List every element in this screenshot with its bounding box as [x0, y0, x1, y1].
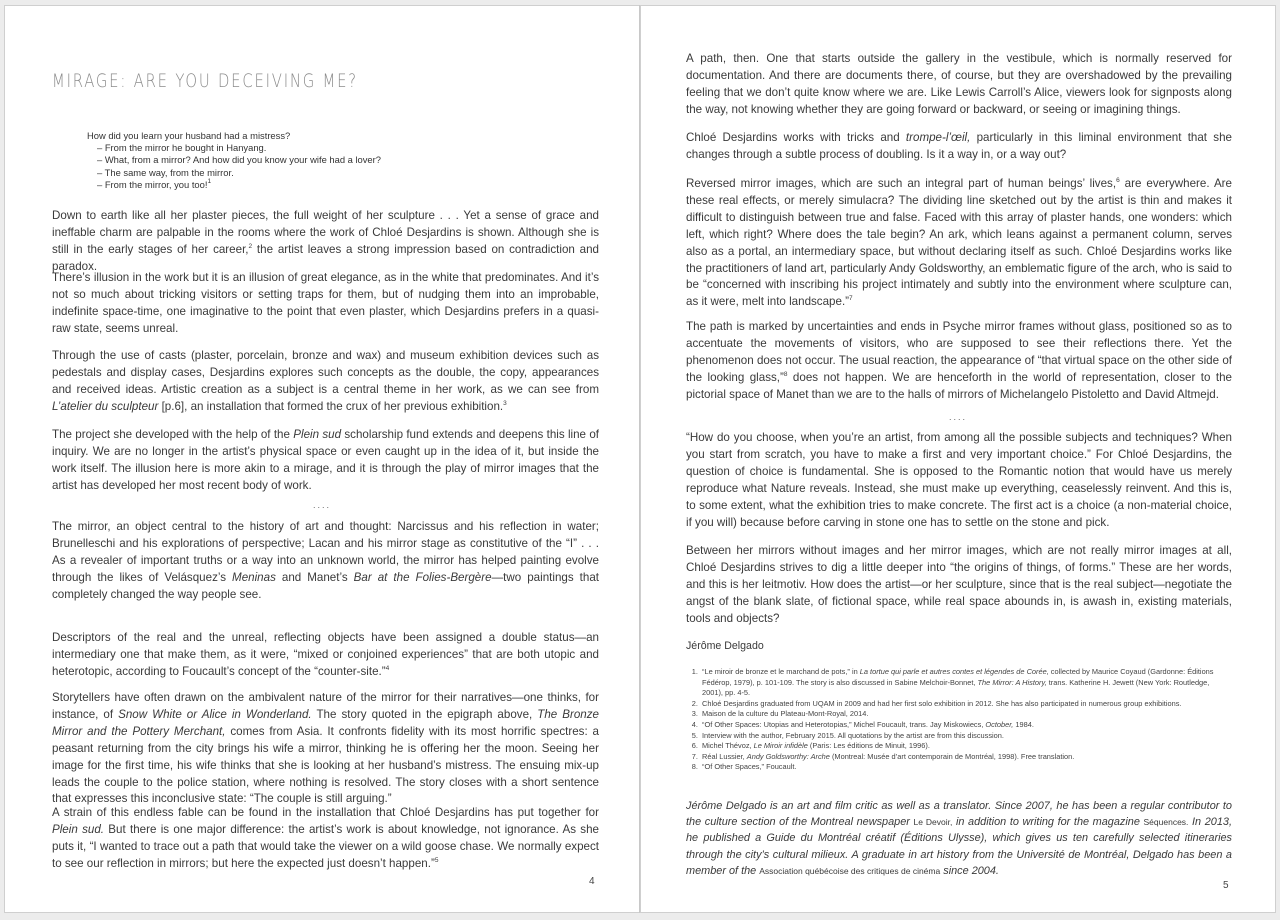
- epigraph: [87, 130, 381, 191]
- footnote: 6. Michel Thévoz, Le Miroir infidèle (Paris: Les éditions de Minuit, 1996).: [700, 741, 1232, 752]
- publication: Séquences.: [1143, 817, 1189, 828]
- epigraph-question: How did you learn your husband had a mistress?: [87, 130, 291, 141]
- text: comes from Asia. It confronts fidelity with its most horrific spectres: a peasant returning from the city brings his wife a mirror, thinking he is offering her the moon. Seeing her image for the first time, his wife thinks that she is looking at her husband’s mistress. The ensuing mix-up leads the couple to the police station, where nothing is resolved. The story closes with a short sentence that expresses this inconclusive state: “The couple is still arguing.”: [52, 724, 599, 806]
- text: The story quoted in the epigraph above,: [311, 707, 538, 721]
- text: are everywhere. Are these real effects, or merely simulacra? The dividing line sketched out by the artist is thin and makes it difficult to distinguish between true and false. Faced with this array of plaster hands, one wonders: which left, which right? Where does the tale begin? An ark, which leans against a permanent column, serves also as a portal, an intermediary space, but without declaring itself as such. Chloé Desjardins works like the practitioners of land art, particularly Andy Goldsworthy, an emblematic figure of the arch, who is said to be “concerned with inscribing his project intimately and subtly into the environment where sculpture can, as it were, melt into landscape.”: [686, 177, 1232, 309]
- text: A strain of this endless fable can be found in the installation that Chloé Desjardins has put together for: [52, 806, 599, 819]
- footnote-ref: 4: [385, 664, 390, 672]
- footnote-ref: 8: [783, 370, 788, 378]
- author-bio: [686, 798, 1232, 879]
- paragraph: [52, 427, 599, 495]
- page-number: 5: [1223, 880, 1229, 891]
- footnote: 5. Interview with the author, February 2015. All quotations by the artist are from this discussion.: [700, 731, 1232, 742]
- page-number: 4: [589, 876, 595, 887]
- epigraph-line: – What, from a mirror? And how did you know your wife had a lover?: [97, 154, 381, 166]
- footnote: 2. Chloé Desjardins graduated from UQAM in 2009 and had her first solo exhibition in 2012. She has also participated in numerous group exhibitions.: [700, 699, 1232, 710]
- work-title: Plein sud.: [52, 822, 104, 836]
- paragraph: [52, 519, 599, 604]
- author-signature: Jérôme Delgado: [686, 640, 764, 652]
- footnote: 4. “Of Other Spaces: Utopias and Heterotopias,” Michel Foucault, trans. Jay Miskowiecs, October, 1984.: [700, 720, 1232, 731]
- work-title: The Bronze Mirror and the Pottery Merchant,: [52, 707, 600, 738]
- paragraph: [52, 630, 599, 681]
- footnote-ref: 6: [1116, 177, 1120, 184]
- work-title: Meninas: [232, 570, 276, 584]
- paragraph: [686, 130, 1232, 164]
- paragraph: [52, 690, 599, 808]
- section-separator: ....: [312, 500, 331, 510]
- publication: Le Devoir,: [913, 817, 953, 828]
- text: There’s illusion in the work but it is an illusion of great elegance, as in the white that predominates. And it’s not so much about tricking visitors or setting traps for them, but of nudging them into an improbable, indefinite space-time, one imaginative to the point that even plaster, which Desjardins prefers in a quasi-raw state, seems unreal.: [52, 271, 599, 335]
- text: In 2013, he published a Guide du Montréal créatif (Éditions Ulysse), which gives us ten carefully selected itineraries through the city’s cultural milieux. A graduate in art history from the Université de Montréal, Delgado has been a member of the: [686, 816, 1232, 877]
- footnote: 8. “Of Other Spaces,” Foucault.: [700, 762, 1232, 773]
- work-title: Snow White or Alice in Wonderland.: [118, 707, 312, 721]
- footnote: 3. Maison de la culture du Plateau-Mont-Royal, 2014.: [700, 709, 1232, 720]
- article-title: MIRAGE: ARE YOU DECEIVING ME?: [52, 70, 358, 92]
- footnote-ref: 7: [849, 295, 853, 303]
- epigraph-line: – The same way, from the mirror.: [97, 166, 234, 178]
- left-page: [4, 5, 640, 913]
- paragraph: [686, 176, 1232, 311]
- text: Between her mirrors without images and her mirror images, which are not really mirror images at all, Chloé Desjardins strives to dig a little deeper into “the origins of things, of forms.” These are her words, and this is her leitmotiv. How does the artist—or her sculpture, since that is the real subject—negotiate the angst of the blank slate, of fictional space, while real space abounds in, is awash in, existing materials, tools and objects?: [686, 544, 1232, 625]
- text: since 2004.: [940, 864, 999, 877]
- epigraph-line: – From the mirror he bought in Hanyang.: [97, 142, 267, 154]
- text: Chloé Desjardins works with tricks and: [686, 131, 906, 144]
- paragraph: [52, 348, 599, 416]
- text: The path is marked by uncertainties and ends in Psyche mirror frames without glass, positioned so as to accentuate the movements of visitors, who are supposed to see their reflections there. Yet the phenomenon does not occur. The usual reaction, the appearance of “that virtual space on the other side of the looking glass,”: [686, 320, 1232, 384]
- term: trompe-l’œil,: [905, 131, 971, 144]
- work-title: L’atelier du sculpteur: [52, 399, 159, 413]
- footnote-ref: 2: [248, 242, 253, 250]
- epigraph-line-text: – From the mirror, you too!: [97, 178, 208, 190]
- footnote: 7. Réal Lussier, Andy Goldsworthy: Arche (Montreal: Musée d’art contemporain de Montréal, 1998). Free translation.: [700, 752, 1232, 763]
- text: The mirror, an object central to the history of art and thought: Narcissus and his reflection in water; Brunelleschi and his explorations of perspective; Lacan and his mirror stage as constitutive of the “I” . . . As a revealer of important truths or a way into an unknown world, the mirror has helped painting evolve through the likes of Velásquez’s: [52, 520, 599, 584]
- paragraph: [686, 319, 1232, 404]
- footnotes: [686, 667, 1232, 773]
- paragraph: [52, 805, 599, 873]
- footnote-ref: 1: [207, 177, 212, 185]
- text: [p.6], an installation that formed the crux of her previous exhibition.: [158, 399, 504, 413]
- text: Jérôme Delgado is an art and film critic as well as a translator. Since 2007, he has been a regular contributor to the culture section of the Montreal newspaper: [686, 800, 1232, 829]
- text: Descriptors of the real and the unreal, reflecting objects have been assigned a double status—an intermediary one that make them, as it were, “mixed or conjoined experiences” that are both utopic and heterotopic, according to Foucault’s concept of the “counter-site.”: [52, 631, 599, 678]
- work-title: Bar at the Folies-Bergère: [353, 570, 492, 584]
- epigraph-line: [87, 179, 381, 191]
- organization: Association québécoise des critiques de cinéma: [759, 865, 941, 876]
- text: Down to earth like all her plaster pieces, the full weight of her sculpture . . . Yet a sense of grace and ineffable charm are palpable in the rooms where the work of Chloé Desjardins is shown. Although she is still in the early stages of her career,: [52, 209, 599, 256]
- text: does not happen. We are henceforth in the world of representation, closer to the pictorial space of Manet than we are to the halls of mirrors of Michelangelo Pistoletto and David Altmejd.: [686, 370, 1232, 401]
- text: and Manet’s: [275, 570, 354, 584]
- section-separator: ....: [948, 412, 967, 422]
- paragraph: [686, 51, 1232, 119]
- footnote: 1. “Le miroir de bronze et le marchand de pots,” in La tortue qui parle et autres contes et légendes de Corée, collected by Maurice Coyaud (Gardonne: Éditions Fédérop, 1979), p. 101-109. The story is also discussed in Sabine Melchoir-Bonnet, The Mirror: A History, trans. Katherine H. Jewett (New York: Routledge, 2001), pp. 4-5.: [700, 667, 1232, 699]
- text: Reversed mirror images, which are such an integral part of human beings’ lives,: [686, 177, 1117, 190]
- text: Through the use of casts (plaster, porcelain, bronze and wax) and museum exhibition devices such as pedestals and display cases, Desjardins explores such concepts as the double, the copy, appearances and received ideas. Artistic creation as a subject is a central theme in her work, as we can see from: [52, 349, 599, 396]
- text: “How do you choose, when you’re an artist, from among all the possible subjects and techniques? When you start from scratch, you have to make a first and very important choice.” For Chloé Desjardins, the question of choice is fundamental. She is opposed to the Romantic notion that would have us merely reproduce what Nature reveals. Instead, she must make up everything, ceaselessly reinvent. And this is, to some extent, what the exhibition tries to make concrete. The first act is a choice (a non-material choice, if you will) because before carving in stone one has to settle on the stone and pick.: [686, 431, 1232, 529]
- footnote-ref: 3: [503, 399, 507, 407]
- text: Storytellers have often drawn on the ambivalent nature of the mirror for their narratives—one thinks, for instance, of: [52, 691, 599, 721]
- paragraph: [686, 430, 1232, 531]
- paragraph: [686, 543, 1232, 628]
- text: —two paintings that completely changed the way people see.: [52, 570, 599, 601]
- text: particularly in this liminal environment that she changes through a subtle process of doubling. Is it a way in, or a way out?: [686, 131, 1232, 161]
- text: in addition to writing for the magazine: [952, 816, 1144, 829]
- work-title: Plein sud: [293, 428, 342, 441]
- text: the artist leaves a strong impression based on contradiction and paradox.: [52, 242, 599, 273]
- paragraph: [52, 270, 599, 338]
- text: scholarship fund extends and deepens this line of inquiry. We are no longer in the artist’s physical space or even caught up in the idea of it, but inside the work itself. The illusion here is more akin to a mirage, and it is through the play of mirror images that the artist has developed her most recent body of work.: [52, 428, 599, 492]
- text: But there is one major difference: the artist’s work is about knowledge, not ignorance. As she puts it, “I wanted to trace out a path that would take the viewer on a wild goose chase. We normally expect to see our reflection in mirrors; but here the expected just doesn’t happen.”: [52, 822, 599, 870]
- footnote-ref: 5: [434, 856, 439, 864]
- text: The project she developed with the help of the: [52, 428, 294, 441]
- text: A path, then. One that starts outside the gallery in the vestibule, which is normally reserved for documentation. And there are documents there, of course, but they are overshadowed by the prevailing feeling that we don’t quite know where we are. Like Lewis Carroll’s Alice, viewers look for signposts along the way, not knowing whether they are going forward or backward, or seeing or imagining things.: [686, 52, 1232, 116]
- right-page: [640, 5, 1276, 913]
- paragraph: [52, 208, 599, 276]
